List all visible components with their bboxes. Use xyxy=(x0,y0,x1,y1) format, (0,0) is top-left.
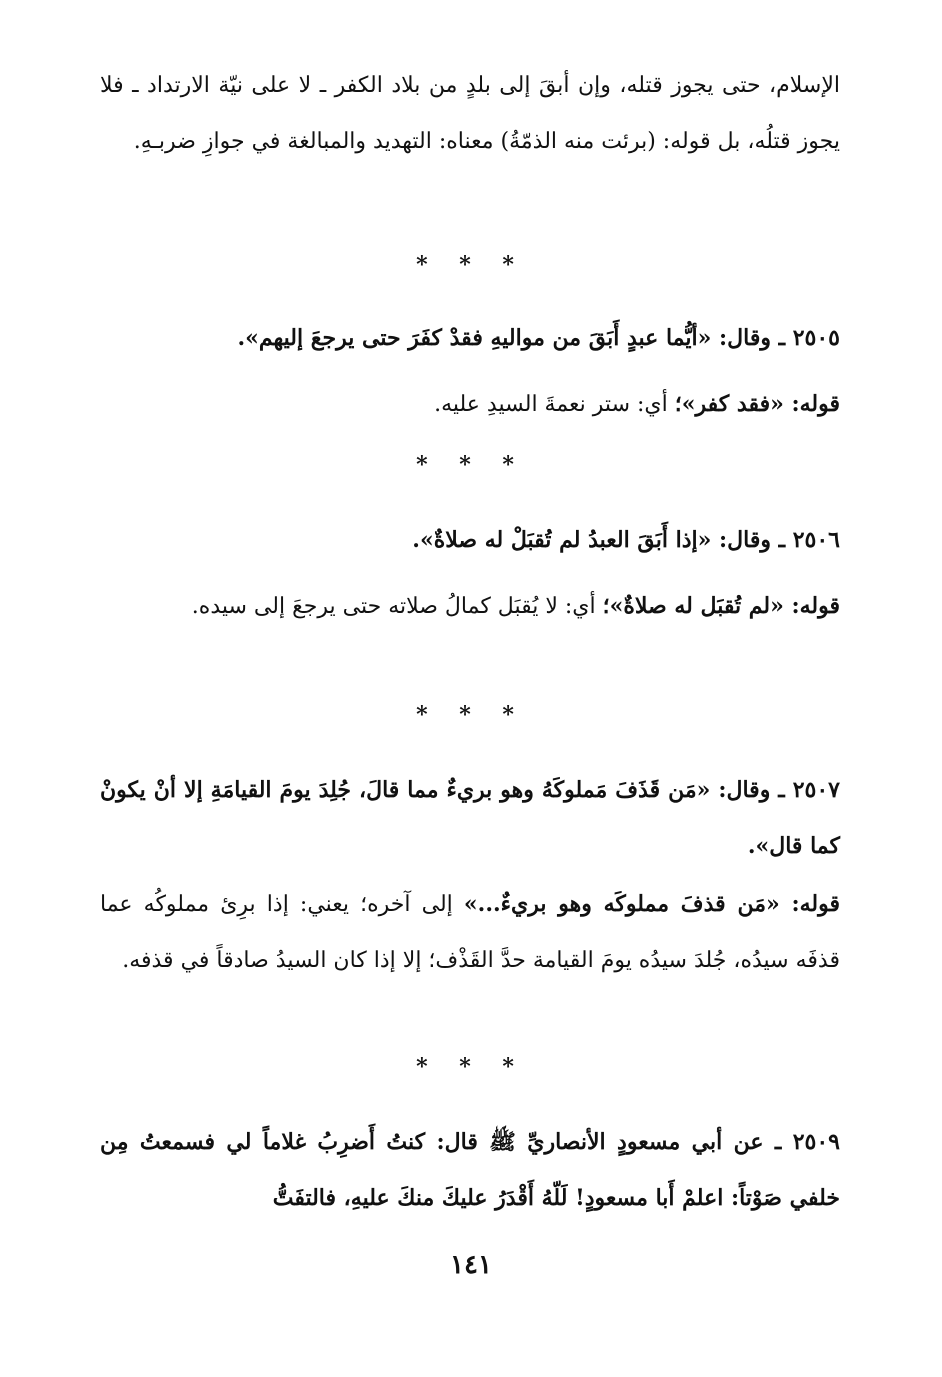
commentary-text: أي: لا يُقبَل كمالُ صلاته حتى يرجعَ إلى سيده. xyxy=(191,594,596,619)
commentary-label: قوله: «لم تُقبَل له صلاةٌ»؛ xyxy=(602,593,840,619)
commentary-label: قوله: «مَن قذفَ مملوكَه وهو بريءٌ...» xyxy=(463,891,841,917)
hadith-2505: ٢٥٠٥ ـ وقال: «أيُّما عبدٍ أَبَقَ من مواليهِ فقدْ كفَرَ حتى يرجعَ إليهم». xyxy=(237,325,840,351)
section-separator: * * * xyxy=(416,452,526,478)
commentary-text: أي: ستر نعمةَ السيدِ عليه. xyxy=(434,392,668,417)
hadith-2507: ٢٥٠٧ ـ وقال: «مَن قَذَفَ مَملوكَهُ وهو بريءٌ مما قالَ، جُلِدَ يومَ القيامَةِ إلا أنْ يكونْ كما قال». xyxy=(100,777,840,859)
commentary-text: إلى آخره؛ يعني: إذا برِئ مملوكُه عما قذفَه سيدُه، جُلدَ سيدُه يومَ القيامة حدَّ القَذْف؛ إلا إذا كان السيدُ صادقاً في قذفه. xyxy=(100,892,840,973)
page-number: ١٤١ xyxy=(450,1250,492,1280)
hadith-2506: ٢٥٠٦ ـ وقال: «إذا أَبَقَ العبدُ لم تُقبَلْ له صلاةٌ». xyxy=(412,527,840,553)
commentary-2507 xyxy=(100,876,840,989)
commentary-2505 xyxy=(100,376,840,433)
section-separator: * * * xyxy=(416,702,526,728)
hadith-2509: ٢٥٠٩ ـ عن أبي مسعودٍ الأنصاريِّ ﷺ قال: كنتُ أَضرِبُ غلاماً لي فسمعتُ مِن خلفي صَوْتاً: اعلمْ أَبا مسعودٍ! لَلّهُ أَقْدَرُ عليكَ منكَ عليهِ، فالتفَتُّ xyxy=(100,1129,840,1211)
commentary-2506 xyxy=(100,578,840,635)
commentary-label: قوله: «فقد كفر»؛ xyxy=(674,391,840,417)
section-separator: * * * xyxy=(416,252,526,278)
section-separator: * * * xyxy=(416,1054,526,1080)
paragraph-continuation: الإسلام، حتى يجوز قتله، وإن أبقَ إلى بلدٍ من بلاد الكفر ـ لا على نيّة الارتداد ـ فلا يجوز قتلُه، بل قوله: (برئت منه الذمّةُ) معناه: التهديد والمبالغة في جوازِ ضربـهِ. xyxy=(100,73,840,154)
